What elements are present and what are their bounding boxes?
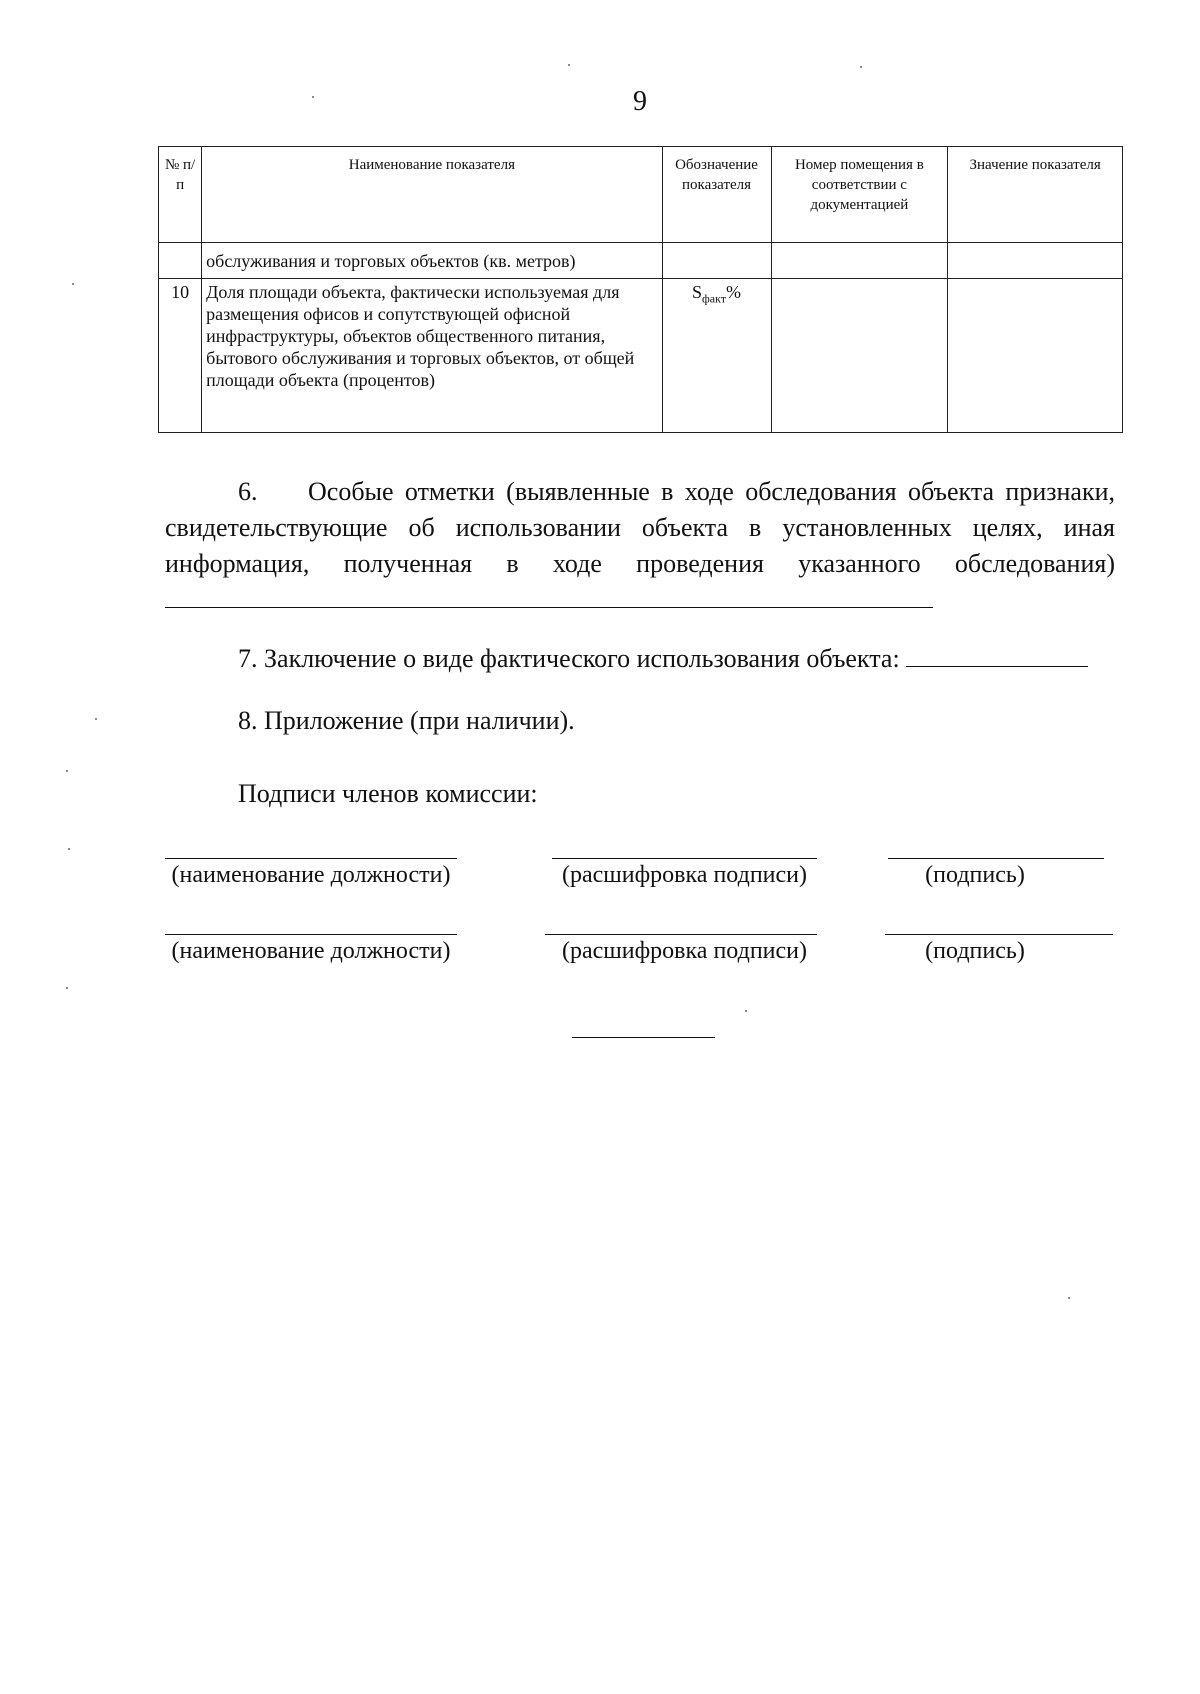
section-8: 8. Приложение (при наличии).: [238, 706, 575, 735]
header-symbol: Обозначение показателя: [662, 147, 771, 243]
decoding-line[interactable]: [552, 858, 817, 859]
header-value: Значение показателя: [948, 147, 1123, 243]
header-name: Наименование показателя: [202, 147, 662, 243]
section-7-text: 7. Заключение о виде фактического использования объекта:: [238, 644, 900, 673]
scan-speck: [95, 718, 97, 720]
cell-name: Доля площади объекта, фактически используемая для размещения офисов и сопутствующей офисной инфраструктуры, объектов общественного питания, бытового обслуживания и торговых объектов, от общей площади объекта (процентов): [202, 279, 662, 433]
symbol-subscript: факт: [702, 291, 727, 306]
decoding-line[interactable]: [545, 934, 817, 935]
decoding-label: (расшифровка подписи): [562, 938, 807, 964]
cell-value: [948, 243, 1123, 279]
header-room: Номер помещения в соответствии с документацией: [771, 147, 948, 243]
scan-speck: [1068, 1297, 1070, 1299]
section-6: [165, 474, 1115, 618]
section-6-blank[interactable]: [165, 607, 933, 608]
table-row: [159, 279, 1123, 433]
scan-speck: [66, 770, 68, 772]
signatures-title: Подписи членов комиссии:: [238, 779, 538, 808]
end-rule: [572, 1037, 715, 1038]
decoding-label: (расшифровка подписи): [562, 862, 807, 888]
scan-speck: [72, 283, 74, 285]
page-number: 9: [633, 86, 647, 117]
section-6-number: 6.: [238, 477, 258, 506]
indicators-table: [158, 146, 1123, 433]
position-label: (наименование должности): [171, 938, 451, 964]
position-line[interactable]: [165, 934, 457, 935]
position-label: (наименование должности): [171, 862, 451, 888]
symbol-suffix: %: [726, 282, 742, 302]
scan-speck: [860, 66, 862, 68]
scan-speck: [66, 987, 68, 989]
scan-speck: [568, 64, 570, 66]
table-row: [159, 243, 1123, 279]
position-line[interactable]: [165, 858, 457, 859]
section-6-text: Особые отметки (выявленные в ходе обследования объекта признаки, свидетельствующие об использовании объекта в установленных целях, иная информация, полученная в ходе проведения указанного обследования): [165, 477, 1115, 578]
scan-speck: [68, 848, 70, 850]
signature-line[interactable]: [885, 934, 1113, 935]
symbol-base: S: [692, 282, 703, 302]
cell-num: 10: [159, 279, 202, 433]
section-7-blank[interactable]: [906, 666, 1088, 667]
scan-speck: [312, 96, 314, 98]
cell-value: [948, 279, 1123, 433]
scan-speck: [745, 1010, 747, 1012]
cell-num: [159, 243, 202, 279]
cell-symbol: [662, 279, 771, 433]
cell-room: [771, 243, 948, 279]
cell-room: [771, 279, 948, 433]
signature-label: (подпись): [925, 938, 1025, 964]
table-header-row: [159, 147, 1123, 243]
header-num: № п/п: [159, 147, 202, 243]
signature-label: (подпись): [925, 862, 1025, 888]
signature-line[interactable]: [888, 858, 1104, 859]
cell-name: обслуживания и торговых объектов (кв. метров): [202, 243, 662, 279]
cell-symbol: [662, 243, 771, 279]
section-7: [238, 641, 1118, 677]
